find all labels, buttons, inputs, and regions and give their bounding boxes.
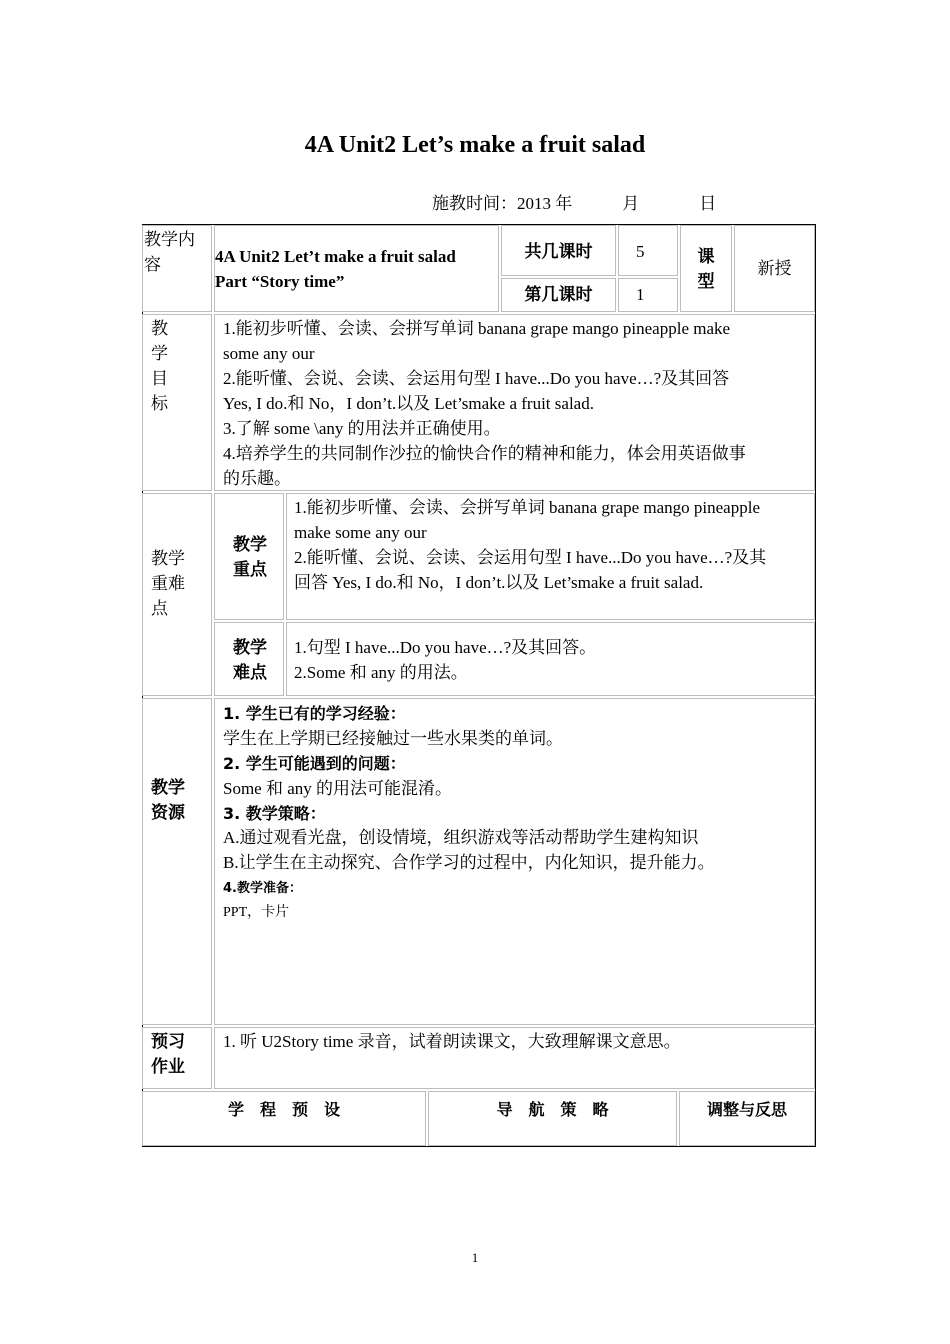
day-label: 日: [699, 194, 717, 213]
date-label: 施教时间：2013 年: [432, 194, 573, 213]
difficult-label: 教学难点: [233, 638, 267, 682]
objectives-line: Yes, I do.和 No，I don’t.以及 Let’smake a fruit salad.: [223, 394, 594, 413]
key-difficult-label: 教学重难点: [151, 549, 185, 618]
resources-label: 教学资源: [151, 778, 185, 822]
learning-plan-header: 学 程 预 设: [227, 1100, 340, 1119]
document-title: 4A Unit2 Let’s make a fruit salad: [304, 132, 646, 158]
type-value: 新授: [757, 259, 792, 278]
resources-label-cell: [142, 698, 212, 1025]
preparation-heading: 4.教学准备：: [223, 881, 302, 896]
key-line: 1.能初步听懂、会读、会拼写单词 banana grape mango pineapple: [294, 498, 760, 517]
objectives-line: 1.能初步听懂、会读、会拼写单词 banana grape mango pineapple make: [223, 319, 731, 338]
total-periods-label: 共几课时: [524, 242, 593, 261]
objectives-line: 2.能听懂、会说、会读、会运用句型 I have...Do you have…?及其回答: [223, 369, 730, 388]
strategy-text-a: A.通过观看光盘，创设情境，组织游戏等活动帮助学生建构知识: [223, 828, 699, 847]
page-number: 1: [471, 1250, 479, 1265]
objectives-label: 教学目标: [151, 319, 168, 413]
navigation-strategy-header: 导 航 策 略: [496, 1100, 609, 1119]
key-line: make some any our: [294, 523, 427, 542]
preparation-text: PPT，卡片: [223, 905, 290, 920]
difficult-line: 2.Some 和 any 的用法。: [294, 663, 468, 682]
strategy-heading: 3. 教学策略：: [223, 804, 326, 823]
problems-heading: 2. 学生可能遇到的问题：: [223, 754, 406, 773]
key-label: 教学重点: [233, 535, 267, 579]
objectives-line: 3.了解 some \any 的用法并正确使用。: [223, 419, 501, 438]
type-label: 课型: [697, 247, 715, 291]
preview-text: 1. 听 U2Story time 录音，试着朗读课文，大致理解课文意思。: [223, 1032, 681, 1051]
objectives-line: 4.培养学生的共同制作沙拉的愉快合作的精神和能力，体会用英语做事: [223, 444, 746, 463]
problems-text: Some 和 any 的用法可能混淆。: [223, 779, 453, 798]
total-periods-value-cell: [618, 225, 678, 276]
content-line-2: Part “Story time”: [215, 272, 345, 291]
period-label: 第几课时: [524, 285, 593, 304]
key-line: 回答 Yes, I do.和 No，I don’t.以及 Let’smake a fruit salad.: [294, 573, 704, 592]
content-line-1: 4A Unit2 Let’t make a fruit salad: [215, 247, 456, 266]
preview-label: 预习作业: [151, 1032, 185, 1076]
experience-text: 学生在上学期已经接触过一些水果类的单词。: [223, 729, 563, 748]
month-label: 月: [622, 194, 640, 213]
strategy-text-b: B.让学生在主动探究、合作学习的过程中，内化知识，提升能力。: [223, 853, 715, 872]
experience-heading: 1. 学生已有的学习经验：: [223, 704, 406, 723]
teaching-date-line: [432, 189, 716, 214]
period-value: 1: [636, 285, 645, 304]
content-label: 教学内容: [144, 230, 195, 275]
objectives-line: 的乐趣。: [223, 469, 291, 488]
reflection-header: 调整与反思: [706, 1100, 787, 1119]
key-line: 2.能听懂、会说、会读、会运用句型 I have...Do you have…?及其: [294, 548, 767, 567]
difficult-line: 1.句型 I have...Do you have…?及其回答。: [294, 638, 597, 657]
total-periods-value: 5: [636, 242, 645, 261]
objectives-line: some any our: [223, 344, 315, 363]
period-value-cell: [618, 278, 678, 312]
